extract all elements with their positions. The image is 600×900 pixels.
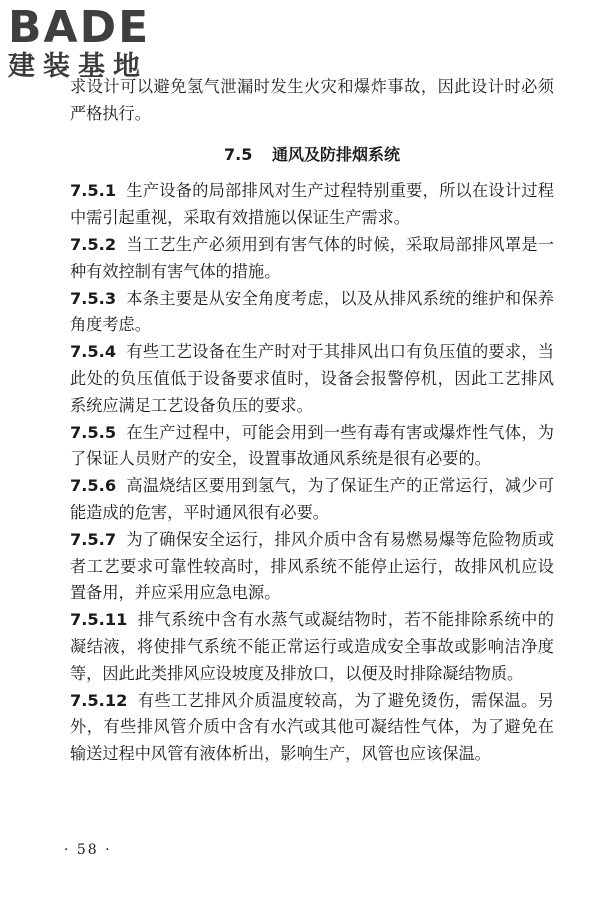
clause-number: 7.5.12 bbox=[70, 690, 128, 710]
clause-7-5-5 bbox=[70, 420, 554, 474]
clause-7-5-1 bbox=[70, 178, 554, 232]
clause-7-5-12 bbox=[70, 688, 554, 768]
clause-text: 排气系统中含有水蒸气或凝结物时，若不能排除系统中的凝结液，将使排气系统不能正常运行或造成安全事故或影响洁净度等，因此此类排风应设坡度及排放口，以便及时排除凝结物质。 bbox=[70, 610, 554, 683]
page-number: · 58 · bbox=[64, 842, 112, 858]
clause-text: 当工艺生产必须用到有害气体的时候，采取局部排风罩是一种有效控制有害气体的措施。 bbox=[70, 234, 554, 281]
section-heading bbox=[70, 142, 554, 169]
section-title: 通风及防排烟系统 bbox=[271, 144, 400, 164]
clause-number: 7.5.11 bbox=[70, 610, 128, 630]
clause-number: 7.5.6 bbox=[70, 476, 117, 496]
section-number: 7.5 bbox=[224, 144, 253, 164]
clause-text: 高温烧结区要用到氢气，为了保证生产的正常运行，减少可能造成的危害，平时通风很有必要。 bbox=[70, 476, 554, 522]
clause-number: 7.5.5 bbox=[70, 422, 117, 442]
logo-brand-cn-text: 建装基地 bbox=[8, 51, 148, 82]
clause-number: 7.5.4 bbox=[70, 342, 117, 362]
clause-7-5-7 bbox=[70, 527, 554, 607]
clause-text: 生产设备的局部排风对生产过程特别重要，所以在设计过程中需引起重视，采取有效措施以保证生产需求。 bbox=[70, 181, 554, 228]
clause-text: 为了确保安全运行，排风介质中含有易燃易爆等危险物质或者工艺要求可靠性较高时，排风系统不能停止运行，故排风机应设置备用，并应采用应急电源。 bbox=[70, 529, 554, 603]
carryover-paragraph: 求设计可以避免氢气泄漏时发生火灾和爆炸事故，因此设计时必须严格执行。 bbox=[70, 77, 554, 123]
logo-brand-text: BADE bbox=[8, 2, 151, 53]
clause-text: 有些工艺设备在生产时对于其排风出口有负压值的要求，当此处的负压值低于设备要求值时，设备会报警停机，因此工艺排风系统应满足工艺设备负压的要求。 bbox=[70, 342, 554, 415]
clause-text: 在生产过程中，可能会用到一些有毒有害或爆炸性气体，为了保证人员财产的安全，设置事故通风系统是很有必要的。 bbox=[70, 422, 554, 469]
clause-text: 有些工艺排风介质温度较高，为了避免烫伤，需保温。另外，有些排风管介质中含有水汽或其他可凝结性气体，为了避免在输送过程中风管有液体析出，影响生产，风管也应该保温。 bbox=[70, 690, 554, 764]
clause-7-5-3 bbox=[70, 286, 554, 340]
clause-text: 本条主要是从安全角度考虑，以及从排风系统的维护和保养角度考虑。 bbox=[70, 288, 554, 335]
clause-number: 7.5.1 bbox=[70, 181, 117, 201]
clause-number: 7.5.3 bbox=[70, 288, 117, 308]
clause-7-5-11 bbox=[70, 607, 554, 687]
page-content bbox=[70, 74, 554, 768]
clause-number: 7.5.2 bbox=[70, 234, 117, 254]
clause-number: 7.5.7 bbox=[70, 529, 117, 549]
clause-7-5-4 bbox=[70, 339, 554, 419]
clause-7-5-6 bbox=[70, 473, 554, 527]
clause-7-5-2 bbox=[70, 232, 554, 286]
